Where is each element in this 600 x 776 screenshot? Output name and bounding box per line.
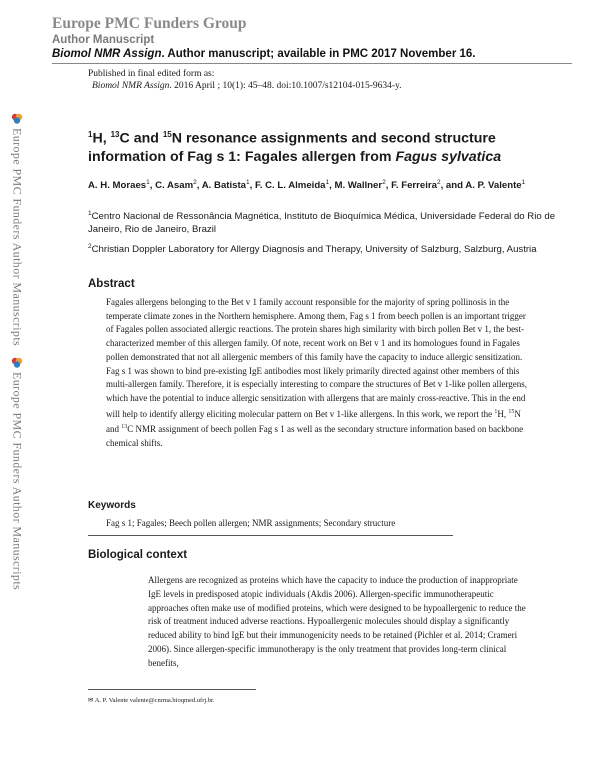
footnote (88, 696, 215, 705)
funders-group: Europe PMC Funders Group (52, 15, 247, 32)
biological-context-text: Allergens are recognized as proteins which have the capacity to induce the production of inappropriate IgE levels in predisposed atopic individuals (Akdis 2006). Allergen-specific immunotherapeutic approaches often make use of modified proteins, which were designed to be hypoallergenic to reduce the risk of treatment induced adverse reactions. Hypoallergenic molecules should display a significantly reduced ability to bind IgE but their immunogenicity needs to be retained (Pichler et al. 2014; Crameri 2006). Since allergen-specific immunotherapy is the only treatment that provides long-term clinical benefits, (148, 575, 526, 668)
author-name[interactable]: A. P. Valente (465, 180, 522, 192)
journal-line (52, 47, 572, 62)
keywords-heading: Keywords (88, 500, 136, 511)
author-name[interactable]: C. Asam (155, 180, 194, 192)
journal-name[interactable]: Biomol NMR Assign (52, 48, 162, 60)
header-rule (52, 63, 572, 64)
published-label: Published in final edited form as: (88, 69, 215, 79)
europe-pmc-logo-icon (11, 113, 23, 124)
author-name[interactable]: F. Ferreira (391, 180, 437, 192)
species-name: Fagus sylvatica (395, 148, 502, 165)
manuscript-label: Author Manuscript (52, 34, 155, 46)
article-title: $^1$H, $^{13}$C and $^{15}$N resonance assignments and second structure information of Fag s 1: Fagales allergen from Fagus sylvatica (88, 130, 502, 165)
sidebar-label-top (10, 113, 24, 346)
author-name[interactable]: F. C. L. Almeida (254, 180, 326, 192)
published-ref: . 2016 April ; 10(1): 45–48. doi:10.1007/s12104-015-9634-y. (169, 81, 402, 91)
biological-context-heading: Biological context (88, 549, 188, 561)
footnote-text[interactable]: A. P. Valente valente@cnrma.bioqmed.ufrj.br. (93, 697, 215, 704)
sidebar-text: Europe PMC Funders Author Manuscripts (10, 128, 25, 347)
published-info (88, 68, 402, 92)
published-citation (88, 80, 402, 92)
author-name[interactable]: A. H. Moraes (88, 180, 147, 192)
europe-pmc-logo-icon (11, 357, 23, 368)
author-name[interactable]: A. Batista (201, 180, 246, 192)
sidebar-label-bottom (10, 357, 24, 590)
author-name[interactable]: M. Wallner (334, 180, 383, 192)
envelope-icon: ✉ (88, 697, 94, 704)
published-journal: Biomol NMR Assign (92, 81, 170, 91)
footnote-rule (88, 689, 256, 690)
affiliation-2: $^2$Christian Doppler Laboratory for Allergy Diagnosis and Therapy, University of Salzburg, Salzburg, Austria (88, 243, 537, 256)
abstract-text: Fagales allergens belonging to the Bet v 1 family account responsible for the majority of spring pollinosis in the temperate climate zones in the Northern hemisphere. Among them, Fag s 1 from beech pollen is an important trigger of Fagales pollen associated allergic reactions. The protein shares high similarity with birch pollen Bet v 1, the best-characterized member of this allergen family. Of note, recent work on Bet v 1 and its homologues found in Fagales pollen demonstrated that not all allergenic members of this family have the capacity to induce allergic sensitization. Fag s 1 was shown to bind pre-existing IgE antibodies most likely primarily directed against other members of this multi-allergen family. Therefore, it is especially interesting to compare the structures of Bet v 1-like pollen allergens, which have the potential to induce allergic sensitization with allergens that are mainly cross-reactive. This in the end will help to identify allergy eliciting molecular pattern on Bet v 1-like allergens. In this work, we report the $^1$H, $^{15}$N and $^{13}$C NMR assignment of beech pollen Fag s 1 as well as the secondary structure information based on backbone chemical shifts. (106, 297, 528, 449)
keywords-text: Fag s 1; Fagales; Beech pollen allergen; NMR assignments; Secondary structure (106, 518, 396, 528)
author-list: A. H. Moraes$^1$, C. Asam$^2$, A. Batista$^1$, F. C. L. Almeida$^1$, M. Wallner$^2$, F. Ferreira$^2$, and A. P. Valente$^1$ (88, 179, 526, 192)
abstract-heading: Abstract (88, 278, 135, 290)
header (52, 15, 572, 62)
journal-availability: . Author manuscript; available in PMC 2017 November 16. (161, 48, 476, 60)
affiliation-1: $^1$Centro Nacional de Ressonância Magnética, Instituto de Bioquímica Médica, Universidade Federal do Rio de Janeiro, Rio de Janeiro, Brazil (88, 210, 556, 236)
keywords-rule (88, 535, 453, 536)
sidebar-text: Europe PMC Funders Author Manuscripts (10, 372, 25, 591)
